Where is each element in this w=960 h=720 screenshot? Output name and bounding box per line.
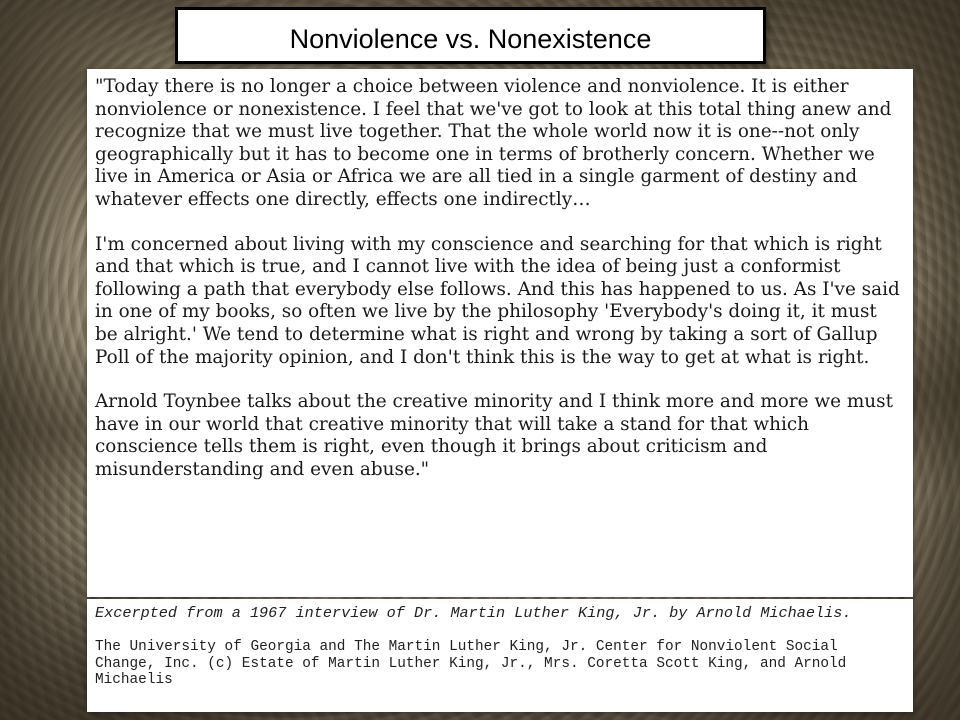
quote-paragraph-3: Arnold Toynbee talks about the creative minority and I think more and more we must have in our world that creative minority that will take a stand for that which conscience tells them is right, even though it brings about criticism and misunderstanding and even abuse." — [95, 391, 893, 480]
credit-panel — [87, 599, 913, 712]
quote-paragraph-2: I'm concerned about living with my conscience and searching for that which is right and that which is true, and I cannot live with the idea of being just a conformist following a path that everybody else follows. And this has happened to us. As I've said in one of my books, so often we live by the philosophy 'Everybody's doing it, it must be alright.' We tend to determine what is right and wrong by taking a sort of Gallup Poll of the majority opinion, and I don't think this is the way to get at what is right. — [95, 233, 900, 368]
copyright-notice: The University of Georgia and The Martin Luther King, Jr. Center for Nonviolent Social Change, Inc. (c) Estate of Martin Luther King, Jr., Mrs. Coretta Scott King, and Arnold Michaelis — [95, 639, 847, 688]
quote-paragraph-1: "Today there is no longer a choice between violence and nonviolence. It is either nonviolence or nonexistence. I feel that we've got to look at this total thing anew and recognize that we must live together. That the whole world now it is one--not only geographically but it has to become one in terms of brotherly concern. Whether we live in America or Asia or Africa we are all tied in a single garment of destiny and whatever effects one directly, effects one indirectly… — [95, 76, 892, 210]
title-box — [175, 7, 766, 64]
quote-panel — [87, 69, 913, 597]
source-citation: Excerpted from a 1967 interview of Dr. Martin Luther King, Jr. by Arnold Michaelis. — [95, 604, 852, 622]
slide-title: Nonviolence vs. Nonexistence — [289, 24, 652, 54]
